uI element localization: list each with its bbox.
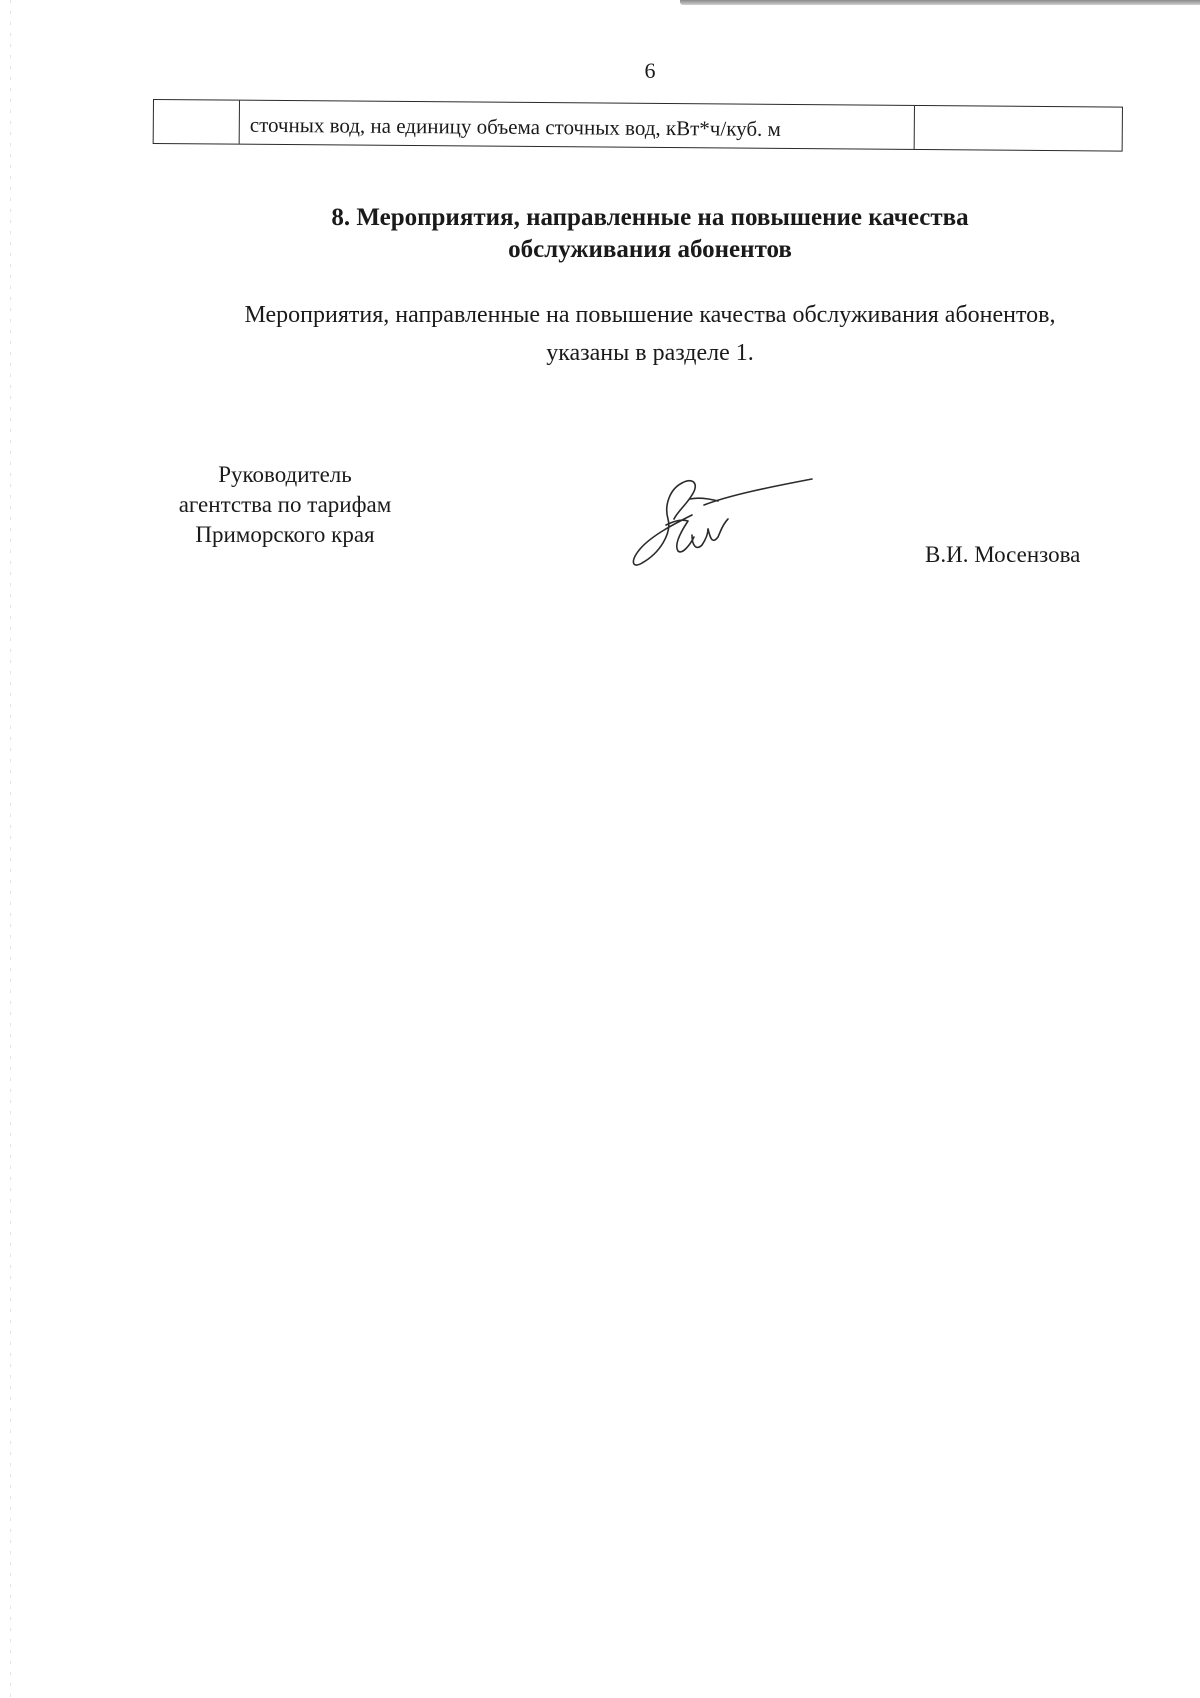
table-row-fragment [153,99,1123,152]
scan-shadow-top [680,0,1200,5]
signer-name: В.И. Мосензова [925,542,1081,567]
section-title-line-2: обслуживания абонентов [508,236,792,263]
table-cell-indicator: сточных вод, на единицу объема сточных вод, кВт*ч/куб. м [240,101,915,149]
signer-position-line-3: Приморского края [195,522,375,547]
section-body-line-1: Мероприятия, направленные на повышение качества обслуживания абонентов, [244,302,1056,328]
page-number: 6 [644,58,656,83]
signer-position [150,460,420,550]
table-cell-value [915,106,1122,151]
section-body [150,296,1150,372]
handwritten-signature-icon [630,475,830,575]
section-title [0,202,1200,266]
signer-position-line-2: агентства по тарифам [178,492,392,517]
table-cell-number [154,100,240,144]
section-title-line-1: 8. Мероприятия, направленные на повышение качества [331,204,969,231]
section-body-line-2: указаны в разделе 1. [546,340,754,366]
signer-position-line-1: Руководитель [218,462,352,487]
